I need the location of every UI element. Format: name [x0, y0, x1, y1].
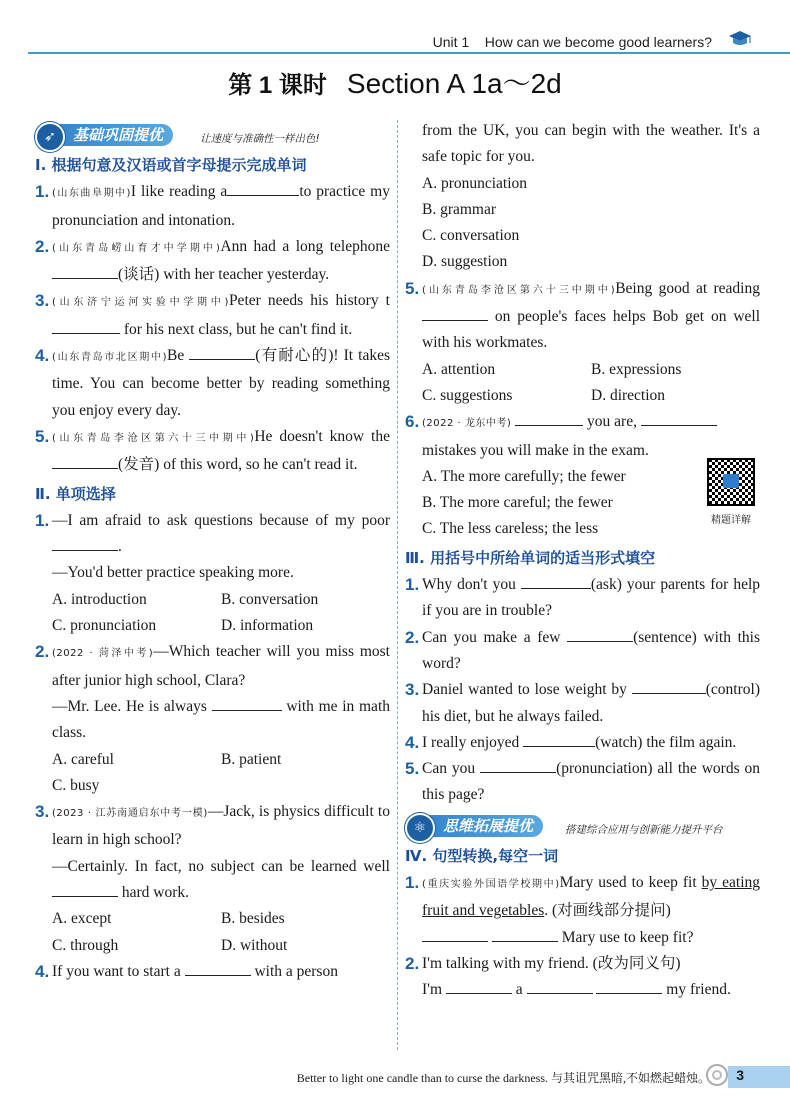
q-text: I'm — [422, 981, 443, 999]
answer-blank[interactable] — [480, 757, 556, 773]
option-c[interactable]: C. suggestions — [422, 386, 513, 404]
q-text: Can you make a few — [422, 628, 561, 646]
q-source: (山东青岛李沧区第六十三中期中) — [422, 284, 616, 296]
q-text: If you want to start a — [52, 962, 181, 980]
banner-extend-sub: 搭建综合应用与创新能力提升平台 — [565, 823, 723, 836]
option-c[interactable]: C. conversation — [422, 227, 520, 245]
answer-blank[interactable] — [515, 410, 583, 426]
banner-extend-label: 思维拓展提优 — [405, 815, 543, 837]
answer-blank[interactable] — [422, 926, 488, 942]
q-text: I like reading a — [130, 183, 228, 201]
q-text: Mary use to keep fit? — [561, 928, 694, 946]
s1-q5 — [35, 424, 390, 479]
s2-q4-options — [405, 171, 760, 276]
q-number: 1. — [405, 873, 420, 893]
option-a[interactable]: A. introduction — [52, 590, 147, 608]
q-text: —Which teacher will you miss most after junior high school, Clara? — [52, 643, 390, 689]
q-source: (山东青岛市北区期中) — [52, 352, 167, 364]
lesson-label: 第 1 课时 — [228, 72, 327, 99]
q-text: I really enjoyed — [422, 733, 520, 751]
s2-q1-options — [35, 587, 390, 640]
s2-q5 — [405, 276, 760, 357]
q-text: hard work. — [121, 884, 190, 902]
banner-basic — [35, 122, 390, 148]
option-d[interactable]: D. suggestion — [422, 253, 508, 271]
answer-blank[interactable] — [227, 180, 299, 196]
q-number: 5. — [405, 759, 420, 779]
answer-blank[interactable] — [52, 453, 118, 469]
q-number: 4. — [35, 961, 50, 981]
answer-blank[interactable] — [446, 978, 512, 994]
q-text: with a person — [254, 962, 338, 980]
q-text: to practice my pronunciation and intonation. — [52, 183, 390, 229]
banner-basic-sub: 让速度与准确性一样出色! — [200, 133, 320, 145]
answer-blank[interactable] — [189, 344, 255, 360]
s2-q6 — [405, 409, 760, 464]
q-number: 1. — [35, 182, 50, 202]
q-text: . — [118, 538, 122, 556]
answer-blank[interactable] — [521, 573, 591, 589]
answer-blank[interactable] — [596, 978, 662, 994]
option-c[interactable]: C. through — [52, 936, 119, 954]
option-b[interactable]: B. expressions — [591, 360, 682, 378]
option-b[interactable]: B. grammar — [422, 200, 497, 218]
atom-icon: ⚛ — [405, 813, 435, 843]
q-text: (有耐心的)! It takes time. You can become better by reading something you enjoy every day. — [52, 347, 390, 419]
header-rule — [28, 52, 790, 54]
answer-blank[interactable] — [185, 960, 251, 976]
page-number: 3 — [736, 1067, 744, 1083]
q-text: Ann had a long telephone — [220, 237, 390, 255]
q-number: 5. — [35, 426, 50, 446]
q-number: 1. — [35, 510, 50, 530]
answer-blank[interactable] — [567, 626, 633, 642]
q-text: a — [515, 981, 523, 999]
q-text: (谈话) with her teacher yesterday. — [118, 266, 330, 284]
s2-q5-options — [405, 357, 760, 410]
q-number: 3. — [35, 802, 50, 822]
column-divider — [397, 120, 398, 1050]
q-text: Be — [167, 347, 185, 365]
option-c[interactable]: C. The less careless; the less — [422, 520, 599, 538]
answer-blank[interactable] — [523, 731, 595, 747]
q-text: —Mr. Lee. He is always — [52, 697, 207, 715]
s2-q4-start — [35, 959, 390, 985]
option-d[interactable]: D. direction — [591, 386, 666, 404]
spiral-icon — [706, 1064, 728, 1086]
q-source: (山东曲阜期中) — [52, 188, 131, 200]
answer-blank[interactable] — [52, 263, 118, 279]
section-1-title: Ⅰ. 根据句意及汉语或首字母提示完成单词 — [35, 156, 307, 174]
section-label: Section A 1a～2d — [346, 68, 562, 99]
q-text: (sentence) with this word? — [422, 628, 760, 672]
q-text: Being good at reading — [615, 279, 760, 297]
footer-motto: Better to light one candle than to curse the darkness. 与其诅咒黑暗,不如燃起蜡烛。 — [296, 1071, 710, 1085]
option-d[interactable]: D. information — [221, 617, 314, 635]
answer-blank[interactable] — [641, 410, 717, 426]
section-3-title: Ⅲ. 用括号中所给单词的适当形式填空 — [405, 548, 656, 567]
q-source: (重庆实验外国语学校期中) — [422, 879, 560, 891]
graduation-cap-icon — [728, 30, 752, 48]
section-2-title: Ⅱ. 单项选择 — [35, 484, 116, 503]
q-text: with me in math class. — [52, 697, 390, 742]
s2-q2-options — [35, 747, 390, 800]
s1-q4 — [35, 343, 390, 424]
q-number: 5. — [405, 278, 420, 298]
s1-q1 — [35, 179, 390, 234]
q-text: . (对画线部分提问) — [544, 902, 671, 920]
q-text: —You'd better practice speaking more. — [52, 564, 294, 582]
option-a[interactable]: A. attention — [422, 360, 496, 378]
s1-q3 — [35, 288, 390, 343]
option-b[interactable]: B. besides — [221, 910, 285, 928]
q-number: 3. — [405, 680, 420, 700]
section-4-title: Ⅳ. 句型转换,每空一词 — [405, 846, 559, 865]
q-text: —I am afraid to ask questions because of my poor — [52, 511, 390, 529]
play-icon — [723, 474, 739, 488]
option-a[interactable]: A. except — [52, 910, 112, 928]
banner-extend — [405, 813, 760, 839]
rocket-icon: ➶ — [35, 122, 65, 152]
q-text: Mary used to keep fit — [559, 874, 697, 892]
q-text: (pronunciation) all the words on this page? — [422, 760, 761, 804]
q-text: mistakes you will make in the exam. — [422, 441, 649, 459]
q-text: (发音) of this word, so he can't read it. — [118, 456, 358, 474]
q-source: (2022 · 菏泽中考) — [52, 648, 154, 660]
option-a[interactable]: A. pronunciation — [422, 174, 528, 192]
q-number: 2. — [405, 627, 420, 647]
q-number: 4. — [405, 732, 420, 752]
q-text: Daniel wanted to lose weight by — [422, 681, 627, 699]
q-text: you are, — [587, 413, 637, 431]
option-b[interactable]: B. The more careful; the fewer — [422, 494, 613, 512]
answer-blank[interactable] — [422, 305, 488, 321]
q-text: Can you — [422, 760, 476, 778]
q-text: I'm talking with my friend. (改为同义句) — [422, 954, 681, 972]
footer — [0, 1062, 790, 1090]
q-source: (2023 · 江苏南通启东中考一模) — [52, 808, 208, 820]
qr-code[interactable] — [703, 458, 759, 534]
s2-q1 — [35, 508, 390, 587]
q-source: (山东青岛崂山育才中学期中) — [52, 242, 221, 254]
q-number: 6. — [405, 412, 420, 432]
s4-q1 — [405, 870, 760, 951]
q-text: (ask) your parents for help if you are in trouble? — [422, 576, 761, 620]
answer-blank[interactable] — [527, 978, 593, 994]
q-text: (control) his diet, but he always failed. — [422, 681, 760, 725]
banner-basic-label: 基础巩固提优 — [35, 124, 173, 146]
q-text: from the UK, you can begin with the weather. It's a safe topic for you. — [422, 122, 760, 166]
qr-code-icon — [707, 458, 755, 506]
qr-caption: 精题详解 — [711, 515, 751, 526]
q-source: (山东济宁运河实验中学期中) — [52, 297, 229, 309]
s3-q5 — [405, 756, 760, 809]
q-number: 4. — [35, 346, 50, 366]
left-column — [35, 118, 390, 985]
s3-q4 — [405, 730, 760, 756]
answer-blank[interactable] — [52, 881, 118, 897]
q-number: 2. — [35, 236, 50, 256]
s1-q2 — [35, 234, 390, 289]
underlined-phrase: by eating fruit and vegetables — [422, 874, 761, 920]
q-text: (watch) the film again. — [595, 733, 737, 751]
right-column — [405, 118, 760, 1004]
s2-q3-options — [35, 906, 390, 959]
answer-blank[interactable] — [52, 535, 118, 551]
q-number: 1. — [405, 575, 420, 595]
q-text: —Certainly. In fact, no subject can be learned well — [52, 857, 390, 875]
option-d[interactable]: D. without — [221, 936, 288, 954]
option-b[interactable]: B. conversation — [221, 590, 319, 608]
s3-q3 — [405, 677, 760, 730]
q-number: 3. — [35, 291, 50, 311]
s2-q4-cont — [405, 118, 760, 171]
q-text: Peter needs his history t — [228, 292, 390, 310]
q-source: (2022 · 龙东中考) — [422, 418, 512, 430]
q-text: —Jack, is physics difficult to learn in high school? — [52, 803, 390, 849]
option-b[interactable]: B. patient — [221, 750, 282, 768]
q-text: for his next class, but he can't find it. — [123, 320, 353, 338]
q-text: my friend. — [666, 981, 731, 999]
s2-q3 — [35, 799, 390, 906]
q-text: Why don't you — [422, 576, 516, 594]
q-text: on people's faces helps Bob get on well with his workmates. — [422, 308, 760, 352]
answer-blank[interactable] — [212, 695, 282, 711]
option-a[interactable]: A. The more carefully; the fewer — [422, 467, 626, 485]
s3-q2 — [405, 625, 760, 678]
s4-q2 — [405, 951, 760, 1004]
unit-title: Unit 1 How can we become good learners? — [432, 34, 712, 50]
option-a[interactable]: A. careful — [52, 750, 114, 768]
q-text: He doesn't know the — [254, 427, 390, 445]
s2-q2 — [35, 639, 390, 746]
s3-q1 — [405, 572, 760, 625]
option-c[interactable]: C. pronunciation — [52, 617, 157, 635]
answer-blank[interactable] — [52, 318, 120, 334]
q-number: 2. — [405, 953, 420, 973]
answer-blank[interactable] — [632, 678, 706, 694]
answer-blank[interactable] — [492, 926, 558, 942]
q-source: (山东青岛李沧区第六十三中期中) — [52, 432, 255, 444]
page-title — [0, 62, 790, 102]
q-number: 2. — [35, 642, 50, 662]
option-c[interactable]: C. busy — [52, 776, 100, 794]
